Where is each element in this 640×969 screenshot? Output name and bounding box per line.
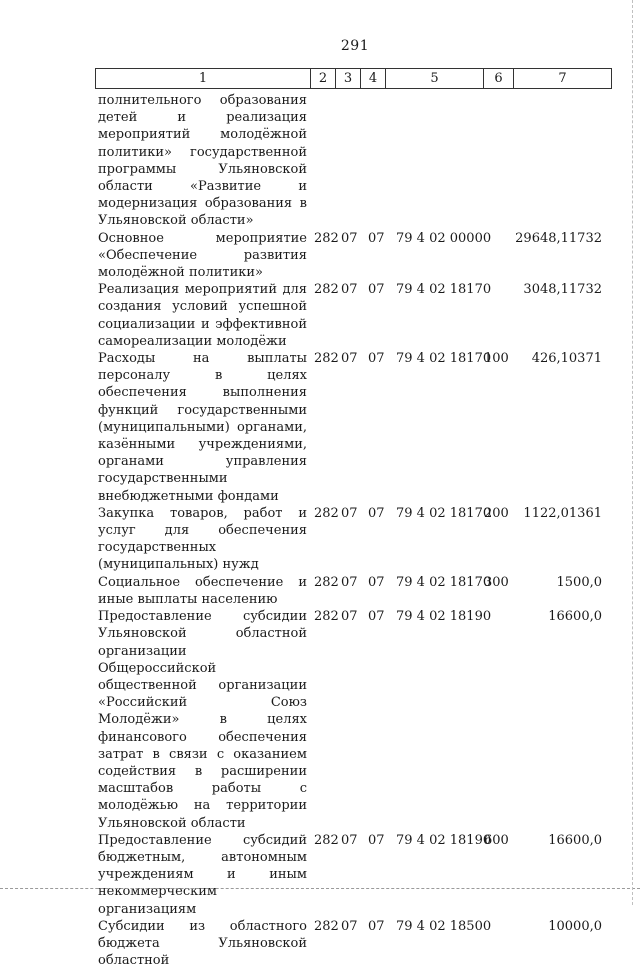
row-admin-code: 282 (314, 574, 339, 590)
row-subsection: 07 (368, 609, 385, 625)
row-target-article: 79 4 02 18170 (396, 505, 492, 521)
row-section: 07 (341, 230, 358, 246)
row-description: Предоставление субсидий бюджетным, автономным учреждениям и иным некоммерческим организациям (98, 832, 307, 917)
row-amount: 1500,0 (556, 574, 602, 590)
table-body (98, 92, 618, 969)
row-expense-type: 100 (484, 351, 509, 367)
header-col-6: 6 (484, 69, 514, 88)
table-row (98, 608, 618, 832)
row-amount: 16600,0 (548, 832, 602, 848)
table-row (98, 574, 618, 608)
row-description: Закупка товаров, работ и услуг для обеспечения государственных (муниципальных) нужд (98, 505, 307, 573)
row-expense-type: 300 (484, 574, 509, 590)
row-subsection: 07 (368, 918, 385, 934)
row-subsection: 07 (368, 574, 385, 590)
row-target-article: 79 4 02 00000 (396, 230, 492, 246)
header-col-7: 7 (558, 71, 567, 86)
row-target-article: 79 4 02 18170 (396, 351, 492, 367)
row-section: 07 (341, 574, 358, 590)
row-description: Социальное обеспечение и иные выплаты населению (98, 574, 307, 607)
table-row (98, 505, 618, 574)
header-col-1: 1 (96, 69, 311, 88)
row-admin-code: 282 (314, 351, 339, 367)
row-admin-code: 282 (314, 505, 339, 521)
table-row (98, 918, 618, 969)
row-target-article: 79 4 02 18500 (396, 918, 492, 934)
row-target-article: 79 4 02 18170 (396, 282, 492, 298)
row-expense-type: 600 (484, 832, 509, 848)
row-description: полнительного образования детей и реализация мероприятий молодёжной политики» государственной программы Ульяновской области «Развитие и модернизация образования в Ульяновской области» (98, 93, 307, 229)
row-subsection: 07 (368, 230, 385, 246)
row-subsection: 07 (368, 351, 385, 367)
row-description: Предоставление субсидии Ульяновской областной организации Общероссийской общественной организации «Российский Союз Молодёжи» в целях финансового обеспечения затрат в связи с оказанием содействия в расширении масштабов работы с молодёжью на территории Ульяновской области (98, 609, 307, 831)
row-target-article: 79 4 02 18170 (396, 574, 492, 590)
table-row (98, 281, 618, 350)
row-amount: 1122,01361 (523, 505, 602, 521)
row-amount: 29648,11732 (515, 230, 602, 246)
row-description: Расходы на выплаты персоналу в целях обеспечения выполнения функций государственными (муниципальными) органами, казёнными учреждениями, органами управления государственными внебюджетными фондами (98, 351, 307, 504)
header-col-2: 2 (311, 69, 336, 88)
row-section: 07 (341, 832, 358, 848)
table-row (98, 350, 618, 505)
row-subsection: 07 (368, 832, 385, 848)
row-admin-code: 282 (314, 918, 339, 934)
header-col-4: 4 (361, 69, 386, 88)
scan-edge-right (632, 0, 633, 905)
header-col-5: 5 (386, 69, 484, 88)
row-description: Субсидии из областного бюджета Ульяновской областной (98, 918, 307, 969)
page-number: 291 (340, 38, 370, 54)
row-description: Реализация мероприятий для создания условий успешной социализации и эффективной самореализации молодёжи (98, 282, 307, 349)
row-section: 07 (341, 505, 358, 521)
table-header (95, 68, 612, 89)
row-admin-code: 282 (314, 230, 339, 246)
scan-edge-bottom (0, 888, 640, 889)
row-subsection: 07 (368, 282, 385, 298)
row-amount: 3048,11732 (523, 282, 602, 298)
row-section: 07 (341, 918, 358, 934)
row-target-article: 79 4 02 18190 (396, 609, 492, 625)
row-admin-code: 282 (314, 282, 339, 298)
row-section: 07 (341, 282, 358, 298)
row-expense-type: 200 (484, 505, 509, 521)
row-description: Основное мероприятие «Обеспечение развития молодёжной политики» (98, 230, 307, 281)
row-amount: 426,10371 (531, 351, 602, 367)
row-admin-code: 282 (314, 832, 339, 848)
row-subsection: 07 (368, 505, 385, 521)
row-section: 07 (341, 609, 358, 625)
row-amount: 10000,0 (548, 918, 602, 934)
row-amount: 16600,0 (548, 609, 602, 625)
table-row (98, 230, 618, 282)
row-admin-code: 282 (314, 609, 339, 625)
header-col-3: 3 (336, 69, 361, 88)
row-section: 07 (341, 351, 358, 367)
table-row (98, 92, 618, 230)
row-target-article: 79 4 02 18190 (396, 832, 492, 848)
